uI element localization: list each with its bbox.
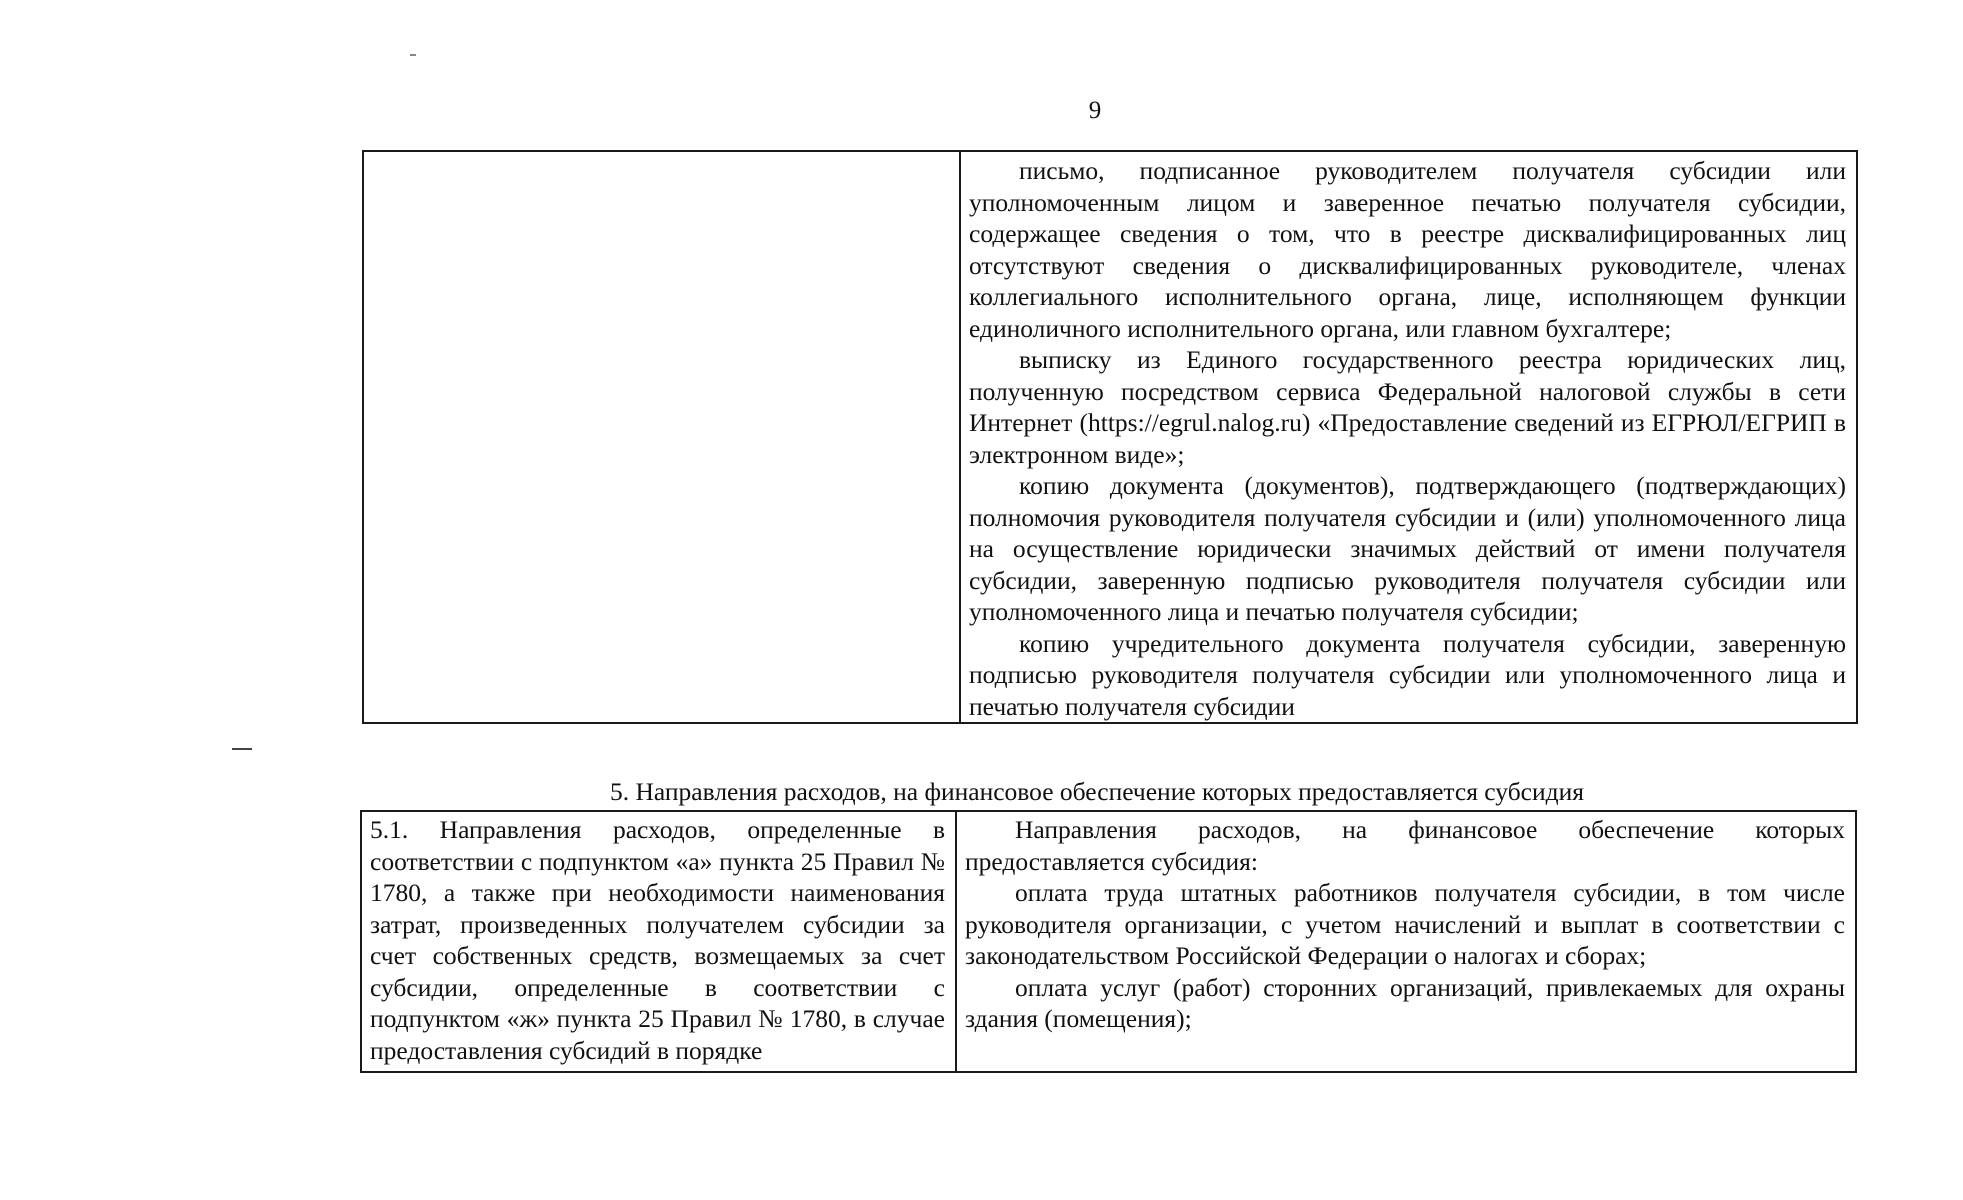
expense-definition-text: 5.1. Направления расходов, определенные в соответствии с подпунктом «а» пункта 25 Правил № 1780, а также при необходимости наименования затрат, произведенных получателем субсидии за счет собственных средств, возмещаемых за счет субсидии, определенные в соответствии с подпунктом «ж» пункта 25 Правил № 1780, в случае предоставления субсидий в порядке [370, 815, 945, 1065]
documents-table [362, 150, 1858, 724]
expense-directions-intro: Направления расходов, на финансовое обеспечение которых предоставляется субсидия: [965, 815, 1845, 876]
expenses-table [360, 810, 1857, 1073]
scan-speck [410, 54, 416, 56]
empty-left-cell [363, 151, 960, 723]
margin-dash-mark [232, 748, 252, 750]
section-heading: 5. Направления расходов, на финансовое обеспечение которых предоставляется субсидия [610, 777, 1584, 806]
document-item-authority-copy: копию документа (документов), подтверждающего (подтверждающих) полномочия руководителя получателя субсидии и (или) уполномоченного лица на осуществление юридически значимых действий от имени получателя субсидии, заверенную подписью руководителя получателя субсидии или уполномоченного лица и печатью получателя субсидии; [969, 471, 1846, 626]
expense-definition-cell [361, 811, 956, 1072]
documents-list-cell [960, 151, 1857, 723]
expense-directions-cell [956, 811, 1856, 1072]
document-item-letter: письмо, подписанное руководителем получателя субсидии или уполномоченным лицом и заверенное печатью получателя субсидии, содержащее сведения о том, что в реестре дисквалифицированных лиц отсутствуют сведения о дисквалифицированных руководителе, членах коллегиального исполнительного органа, лице, исполняющем функции единоличного исполнительного органа, или главном бухгалтере; [969, 156, 1846, 343]
table-row [361, 811, 1856, 1072]
expense-item-security-services: оплата услуг (работ) сторонних организаций, привлекаемых для охраны здания (помещения); [965, 972, 1845, 1033]
expense-item-salary: оплата труда штатных работников получателя субсидии, в том числе руководителя организации, с учетом начислений и выплат в соответствии с законодательством Российской Федерации о налогах и сборах; [965, 878, 1845, 970]
page-number: 9 [1088, 97, 1102, 124]
document-item-charter-copy: копию учредительного документа получателя субсидии, заверенную подписью руководителя получателя субсидии или уполномоченного лица и печатью получателя субсидии [969, 628, 1846, 721]
left-cell-text [364, 152, 959, 155]
document-item-egrul-extract: выписку из Единого государственного реестра юридических лиц, полученную посредством сервиса Федеральной налоговой службы в сети Интернет (https://egrul.nalog.ru) «Предоставление сведений из ЕГРЮЛ/ЕГРИП в электронном виде»; [969, 345, 1846, 469]
table-row [363, 151, 1857, 723]
